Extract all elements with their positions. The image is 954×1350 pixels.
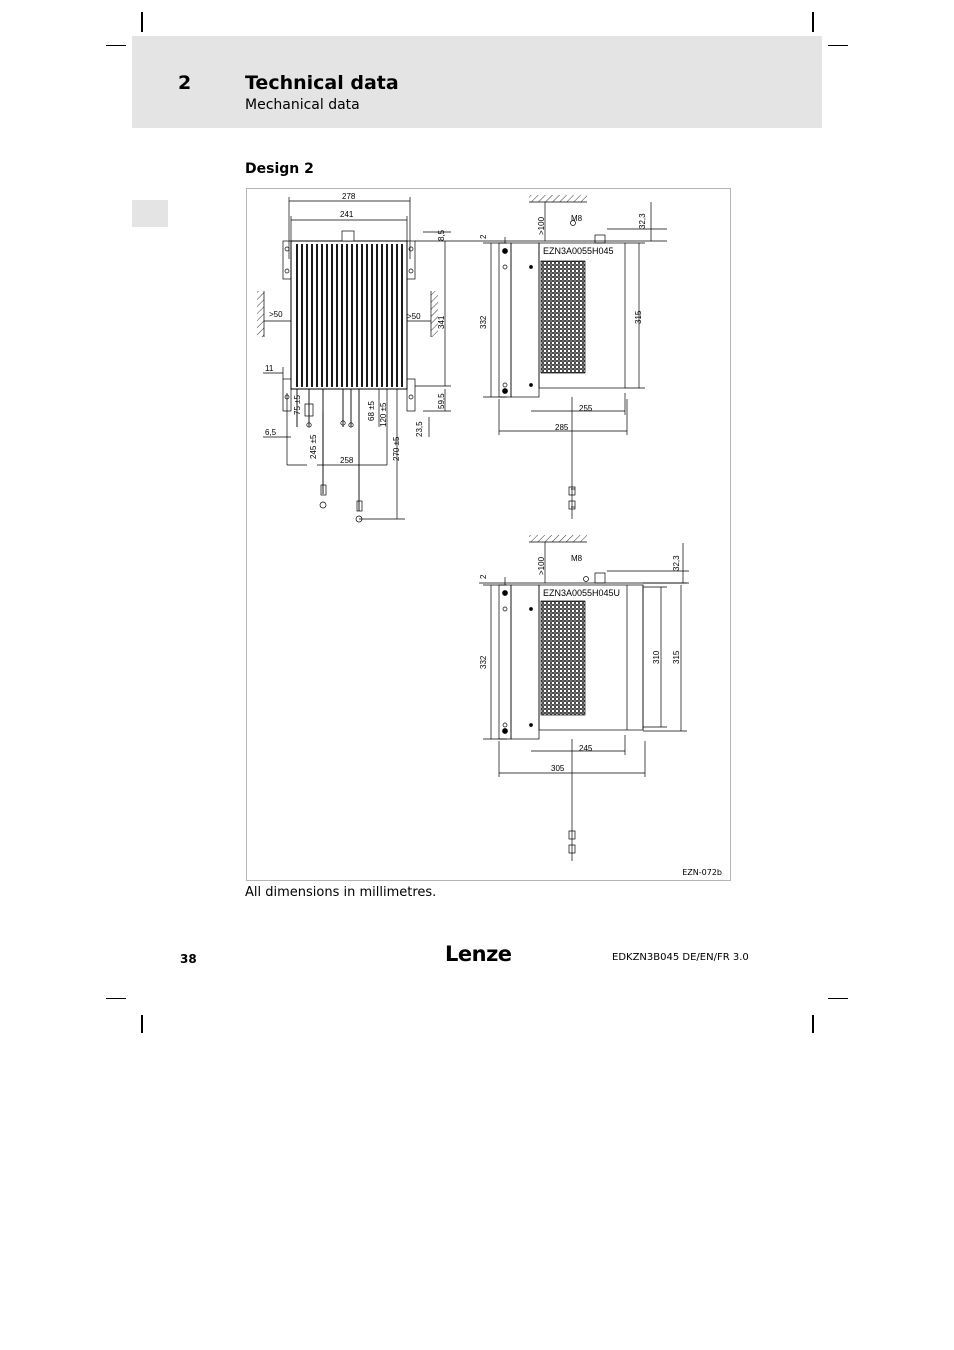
- crop-mark: [828, 45, 848, 46]
- dim-clearance-left: >50: [269, 310, 283, 319]
- model-label-1: EZN3A0055H045: [543, 246, 614, 256]
- dim-width-outer: 278: [342, 192, 356, 201]
- dim-top-1: 32,3: [638, 213, 647, 229]
- dim-bottom-offset: 59,5: [437, 393, 446, 409]
- dim-height-mid-2: 310: [652, 650, 661, 664]
- drawing-svg: [247, 189, 732, 882]
- chapter-number: 2: [178, 72, 192, 94]
- dim-height-outer-1: 332: [479, 315, 488, 329]
- figure-code: EZN-072b: [682, 868, 722, 877]
- lenze-logo: Lenze: [445, 942, 512, 966]
- dim-height-outer-2: 332: [479, 655, 488, 669]
- section-title: Design 2: [245, 161, 314, 177]
- dim-top-offset: 8,5: [437, 229, 446, 241]
- chapter-title: Technical data: [245, 72, 399, 94]
- crop-mark: [106, 998, 126, 999]
- dim-bottom-end: 23,5: [415, 421, 424, 437]
- dim-lead-3: 120 ±5: [379, 402, 388, 427]
- front-view: [257, 197, 451, 522]
- dim-clearance-top-2: >100: [537, 556, 546, 575]
- dim-width-inner: 241: [340, 210, 354, 219]
- dim-height-inner-1: 315: [634, 310, 643, 324]
- dim-edge: 6,5: [265, 428, 277, 437]
- chapter-side-tab: [132, 200, 168, 227]
- dim-lead-2: 68 ±5: [367, 401, 376, 421]
- dimensions-note: All dimensions in millimetres.: [245, 885, 437, 900]
- crop-mark: [812, 12, 814, 32]
- dim-height-inner-2: 315: [672, 650, 681, 664]
- dim-lead-5: 270 ±5: [392, 436, 401, 461]
- dim-height: 341: [437, 315, 446, 329]
- dim-top-gap-2: 2: [479, 574, 488, 579]
- dim-top-2: 32,3: [672, 555, 681, 571]
- dim-lead-1: 75 ±5: [293, 395, 302, 415]
- chapter-subtitle: Mechanical data: [245, 97, 360, 113]
- dim-base: 258: [340, 456, 354, 465]
- model-label-2: EZN3A0055H045U: [543, 588, 621, 598]
- dim-foot: 11: [265, 364, 274, 373]
- dim-depth-outer-1: 285: [555, 423, 569, 432]
- crop-mark: [828, 998, 848, 999]
- crop-mark: [106, 45, 126, 46]
- side-view-2: [479, 535, 689, 861]
- dimension-drawing: [246, 188, 731, 881]
- crop-mark: [812, 1015, 814, 1033]
- dim-clearance-right: >50: [407, 312, 421, 321]
- dim-bolt-2: M8: [571, 554, 583, 563]
- dim-depth-inner-2: 245: [579, 744, 593, 753]
- document-id: EDKZN3B045 DE/EN/FR 3.0: [612, 952, 749, 963]
- dim-lead-4: 245 ±5: [309, 434, 318, 459]
- side-view-1: [451, 195, 667, 519]
- crop-mark: [141, 1015, 143, 1033]
- dim-top-gap-1: 2: [479, 234, 488, 239]
- header-band: [132, 36, 822, 128]
- dim-bolt-1: M8: [571, 214, 583, 223]
- dim-depth-inner-1: 255: [579, 404, 593, 413]
- crop-mark: [141, 12, 143, 32]
- dim-clearance-top-1: >100: [537, 216, 546, 235]
- dim-depth-outer-2: 305: [551, 764, 565, 773]
- page-number: 38: [180, 952, 197, 966]
